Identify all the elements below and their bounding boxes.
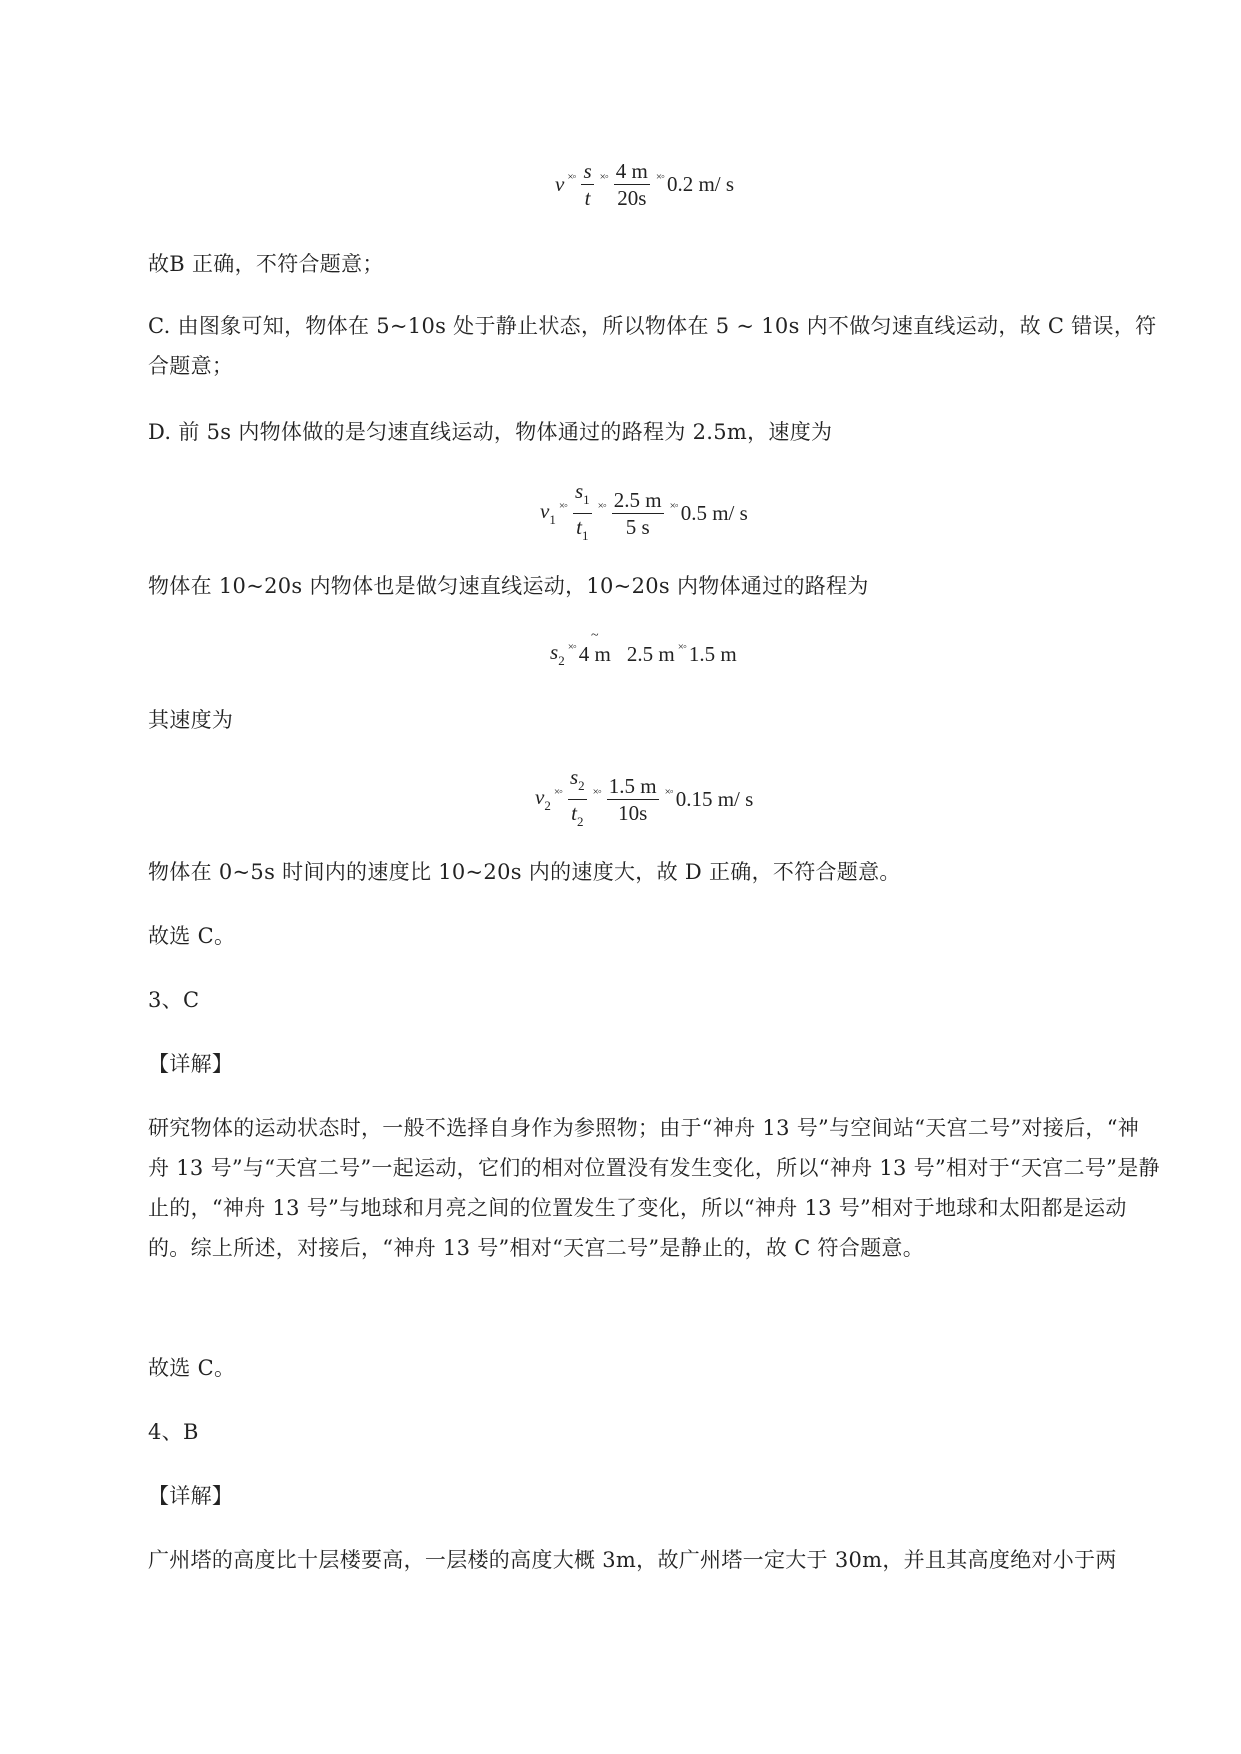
formula-v-lhs: v (555, 172, 565, 196)
section-heading: 【详解】 (148, 1052, 234, 1076)
paragraph: 广州塔的高度比十层楼要高，一层楼的高度大概 3m，故广州塔一定大于 30m，并且其高度绝对小于两 (148, 1548, 1117, 1572)
formula-v1-eq-2: ×◦ (597, 499, 606, 512)
formula-v2 (535, 764, 753, 835)
paragraph: 故选 C。 (148, 1356, 236, 1380)
formula-s2-eq-1: ×◦ (567, 640, 576, 653)
formula-s2-lhs: $s_2$ (550, 640, 565, 668)
paragraph: D. 前 5s 内物体做的是匀速直线运动，物体通过的路程为 2.5m，速度为 (148, 420, 833, 444)
formula-v-eq-2: ×◦ (599, 170, 608, 183)
paragraph: C. 由图象可知，物体在 5~10s 处于静止状态，所以物体在 5 ~ 10s 内不做匀速直线运动，故 C 错误，符合题意； (148, 314, 1157, 378)
formula-v-frac-var: $\frac{s}{t}$ (583, 159, 592, 210)
paragraph: 其速度为 (148, 708, 234, 732)
formula-v-eq-1: ×◦ (567, 170, 576, 183)
formula-s2-eq-2: ×◦ (677, 640, 686, 653)
formula-v2-frac-val: $\frac{1.5 m}{10s}$ (608, 774, 657, 825)
formula-v (555, 158, 734, 211)
formula-v2-result: 0.15 m/ s (675, 787, 754, 811)
formula-v2-eq-3: ×◦ (664, 785, 673, 798)
formula-v1 (540, 478, 748, 549)
paragraph: 故选 C。 (148, 924, 236, 948)
formula-v2-lhs: $v_2$ (535, 785, 551, 813)
paragraph: 物体在 10~20s 内物体也是做匀速直线运动，10~20s 内物体通过的路程为 (148, 574, 869, 598)
formula-s2-a: ~ 4 m (579, 642, 611, 667)
section-heading: 【详解】 (148, 1484, 234, 1508)
question-number: 4、B (148, 1420, 199, 1444)
formula-v1-eq-1: ×◦ (558, 499, 567, 512)
formula-v-frac-val: $\frac{4 m}{20s}$ (615, 159, 648, 210)
paragraph: 研究物体的运动状态时，一般不选择自身作为参照物；由于“神舟 13 号”与空间站“天宫二号”对接后，“神舟 13 号”与“天宫二号”一起运动，它们的相对位置没有发生变化，所以“神舟 13 号”相对于“天宫二号”是静止的，“神舟 13 号”与地球和月亮之间的位置发生了变化，所以“神舟 13 号”相对于地球和太阳都是运动的。综上所述，对接后，“神舟 13 号”相对“天宫二号”是静止的，故 C 符合题意。 (148, 1116, 1160, 1260)
formula-v1-result: 0.5 m/ s (680, 501, 748, 525)
formula-v-result: 0.2 m/ s (666, 172, 735, 196)
formula-v2-frac-var: $\frac{s_2}{t_2}$ (569, 765, 585, 829)
formula-v1-frac-val: $\frac{2.5 m}{5 s}$ (613, 488, 662, 539)
formula-v2-eq-2: ×◦ (592, 785, 601, 798)
formula-s2-b: 2.5 m (626, 642, 675, 666)
formula-s2 (550, 640, 737, 669)
question-number: 3、C (148, 988, 200, 1012)
formula-v-eq-3: ×◦ (655, 170, 664, 183)
paragraph: 物体在 0~5s 时间内的速度比 10~20s 内的速度大，故 D 正确，不符合题意。 (148, 860, 901, 884)
formula-v1-frac-var: $\frac{s_1}{t_1}$ (574, 479, 590, 543)
formula-v2-eq-1: ×◦ (553, 785, 562, 798)
formula-v1-eq-3: ×◦ (669, 499, 678, 512)
paragraph: 故B 正确，不符合题意； (148, 252, 384, 276)
formula-v1-lhs: $v_1$ (540, 499, 556, 527)
formula-s2-result: 1.5 m (688, 642, 737, 666)
